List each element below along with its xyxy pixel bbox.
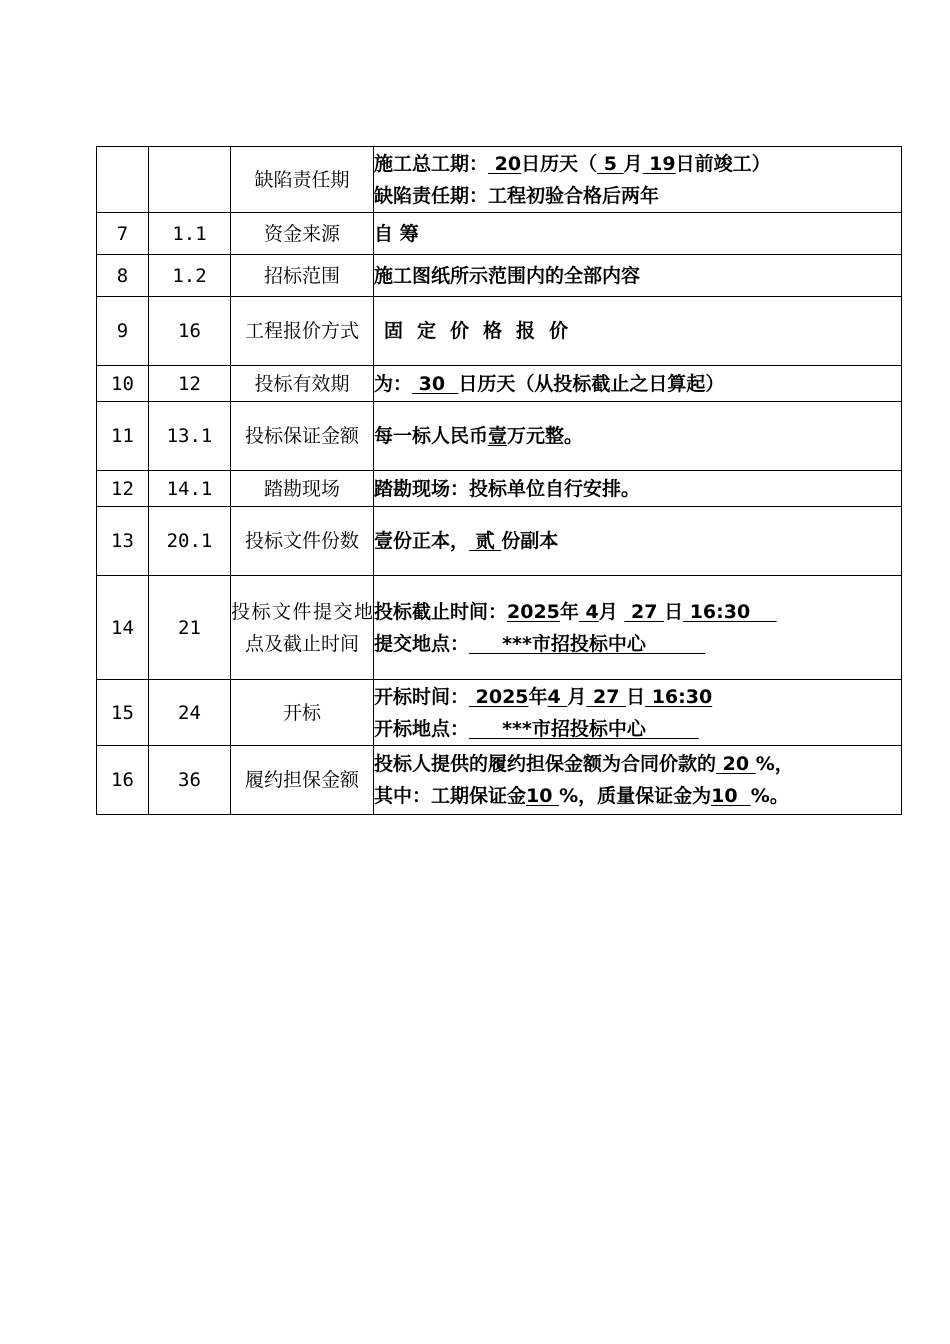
filled-value: 4: [578, 600, 599, 623]
item-name: 开标: [231, 680, 374, 746]
label-text: 日: [664, 600, 684, 623]
label-text: 份副本: [501, 530, 559, 552]
content-line-2: [374, 713, 901, 745]
content-line-1: [374, 148, 901, 180]
item-name: 招标范围: [231, 255, 374, 297]
item-content: 自 筹: [374, 213, 902, 255]
filled-value: 2025: [469, 685, 529, 708]
filled-value: 16:30: [645, 685, 713, 708]
clause-number: 16: [149, 297, 231, 366]
label-text: 年: [559, 600, 579, 623]
table-row: [97, 746, 902, 815]
label-text: %。: [750, 785, 789, 807]
item-content: [374, 576, 902, 680]
row-number: 10: [97, 366, 149, 402]
filled-value: ***市招投标中心: [469, 717, 699, 740]
table-row: [97, 402, 902, 471]
label-text: 万元整。: [507, 425, 584, 447]
clause-number: 14.1: [149, 471, 231, 507]
row-number: 15: [97, 680, 149, 746]
clause-number: 13.1: [149, 402, 231, 471]
filled-value: 10: [711, 785, 751, 807]
label-text: 月: [623, 152, 643, 175]
item-name: 履约担保金额: [231, 746, 374, 815]
filled-value: 20: [488, 152, 522, 175]
clause-number: 21: [149, 576, 231, 680]
filled-value: 5: [597, 152, 624, 175]
item-name: 工程报价方式: [231, 297, 374, 366]
item-name: 投标保证金额: [231, 402, 374, 471]
label-text: %，: [755, 753, 794, 775]
clause-number: 12: [149, 366, 231, 402]
row-number: 16: [97, 746, 149, 815]
item-content: [374, 147, 902, 213]
filled-value: ***市招投标中心: [469, 632, 706, 655]
row-number: 11: [97, 402, 149, 471]
label-text: 日: [626, 685, 646, 708]
item-name: 投标文件份数: [231, 507, 374, 576]
filled-value: 30: [412, 372, 459, 395]
filled-value: 19: [642, 152, 676, 175]
clause-number: 20.1: [149, 507, 231, 576]
table-row: [97, 576, 902, 680]
clause-number: 24: [149, 680, 231, 746]
content-line-2: 缺陷责任期：工程初验合格后两年: [374, 184, 660, 207]
quote-method: 固定价格报价: [384, 320, 583, 342]
item-name: 投标有效期: [231, 366, 374, 402]
filled-value: 贰: [469, 530, 502, 552]
table-row: [97, 297, 902, 366]
label-text: 开标时间：: [374, 685, 470, 708]
table-row: [97, 680, 902, 746]
item-name: 资金来源: [231, 213, 374, 255]
content-line-2: [374, 780, 901, 812]
filled-value: 20: [716, 753, 756, 775]
filled-value: 4: [547, 685, 568, 708]
item-content: 施工图纸所示范围内的全部内容: [374, 255, 902, 297]
filled-value: 壹: [488, 425, 508, 447]
label-text: 开标地点：: [374, 717, 470, 740]
label-text: 每一标人民币: [374, 425, 489, 447]
content-line-1: [374, 748, 901, 780]
content-line-1: [374, 596, 901, 628]
clause-number: 1.2: [149, 255, 231, 297]
row-number: 7: [97, 213, 149, 255]
label-text: 投标人提供的履约担保金额为合同价款的: [374, 753, 717, 775]
table-row: [97, 255, 902, 297]
table-row: [97, 507, 902, 576]
item-name: 踏勘现场: [231, 471, 374, 507]
item-content: [374, 297, 902, 366]
tender-info-table: [96, 146, 902, 815]
clause-number: 1.1: [149, 213, 231, 255]
table-row: [97, 147, 902, 213]
filled-value: 10: [526, 785, 560, 807]
filled-value: 27: [624, 600, 665, 623]
row-number: [97, 147, 149, 213]
label-text: 月: [598, 600, 625, 623]
item-content: [374, 402, 902, 471]
label-text: %，质量保证金为: [559, 785, 712, 807]
label-text: 月: [567, 685, 587, 708]
item-content: [374, 746, 902, 815]
label-text: 日前竣工）: [675, 152, 771, 175]
item-content: [374, 680, 902, 746]
item-name: 缺陷责任期: [231, 147, 374, 213]
row-number: 14: [97, 576, 149, 680]
row-number: 9: [97, 297, 149, 366]
table-row: [97, 366, 902, 402]
label-text: 投标截止时间：: [374, 600, 508, 623]
row-number: 13: [97, 507, 149, 576]
label-text: 为：: [374, 372, 413, 395]
table-row: [97, 213, 902, 255]
content-line-2: [374, 628, 901, 660]
row-number: 8: [97, 255, 149, 297]
filled-value: 2025: [507, 600, 560, 623]
filled-value: 27: [586, 685, 627, 708]
row-number: 12: [97, 471, 149, 507]
clause-number: [149, 147, 231, 213]
clause-number: 36: [149, 746, 231, 815]
item-content: 踏勘现场：投标单位自行安排。: [374, 471, 902, 507]
table-row: [97, 471, 902, 507]
content-line-1: [374, 681, 901, 713]
label-text: 提交地点：: [374, 632, 470, 655]
label-text: 壹份正本，: [374, 530, 470, 552]
label-text: 施工总工期：: [374, 152, 489, 175]
label-text: 日历天（从投标截止之日算起）: [458, 372, 725, 395]
item-name: 投标文件提交地点及截止时间: [231, 576, 374, 680]
label-text: 年: [528, 685, 548, 708]
filled-value: 16:30: [683, 600, 777, 623]
label-text: 其中：工期保证金: [374, 785, 527, 807]
item-content: [374, 366, 902, 402]
item-content: [374, 507, 902, 576]
label-text: 日历天（: [521, 152, 598, 175]
